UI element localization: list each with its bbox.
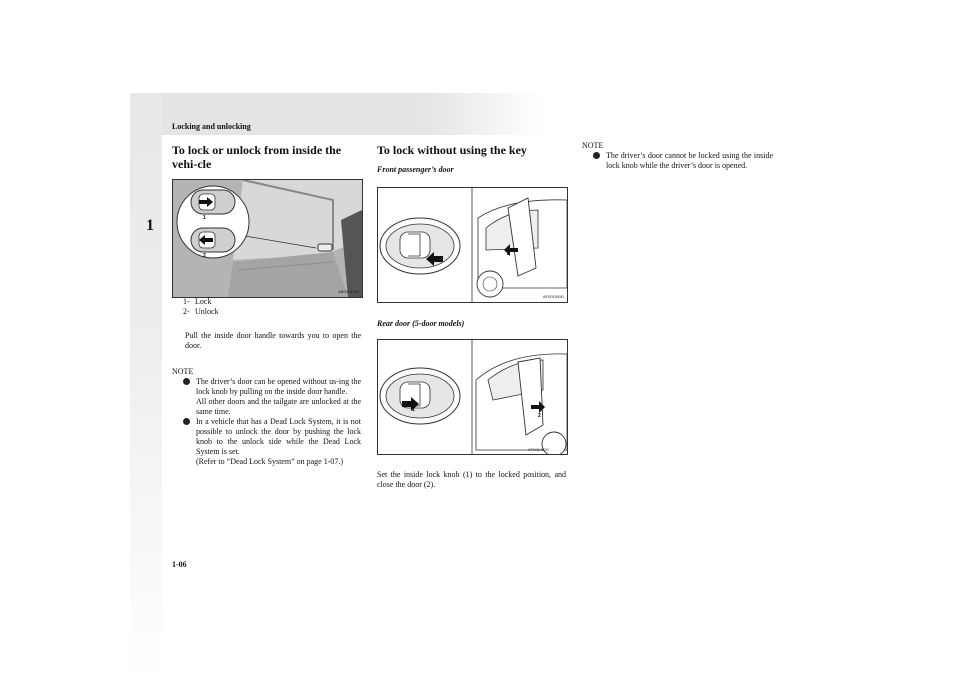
figure-legend: [183, 297, 219, 317]
left-paragraph: Pull the inside door handle towards you to open the door.: [185, 331, 361, 350]
legend-item: 2- Unlock: [183, 307, 219, 316]
note-item: In a vehicle that has a Dead Lock System, it is not possible to unlock the door by pushing the lock knob to the unlock side while the Dead Lock System is set. (Refer to “Dead Lock System” on page 1-07.): [183, 417, 361, 467]
page-number: 1-06: [172, 560, 187, 569]
note-item: The driver’s door cannot be locked using the inside lock knob while the driver’s door is opened.: [593, 151, 773, 171]
legend-item: 1- Lock: [183, 297, 212, 306]
front-subheading: Front passenger’s door: [377, 165, 454, 174]
bullet-icon: [593, 152, 600, 159]
left-heading: To lock or unlock from inside the vehi-cle: [172, 143, 342, 171]
callout-1: 1: [412, 407, 415, 413]
figure-code: AB0014290: [338, 289, 359, 294]
callout-2: 2: [507, 251, 510, 257]
bullet-icon: [183, 378, 190, 385]
callout-2: 2: [538, 413, 541, 419]
middle-paragraph: Set the inside lock knob (1) to the locked position, and close the door (2).: [377, 470, 566, 489]
middle-heading: To lock without using the key: [377, 143, 527, 157]
section-title: Locking and unlocking: [172, 122, 251, 131]
chapter-tab: [130, 93, 162, 679]
figure-code: AF0014020: [528, 447, 549, 452]
rear-subheading: Rear door (5-door models): [377, 319, 465, 328]
callout-2: 2: [203, 253, 206, 259]
chapter-number: 1: [146, 217, 154, 234]
figure-code: AF0015050: [543, 294, 564, 299]
note-label: NOTE: [172, 367, 194, 376]
rear-door-figure: [377, 339, 568, 455]
door-interior-figure: [172, 179, 363, 298]
front-door-figure: [377, 187, 568, 303]
note-list: [183, 377, 361, 467]
callout-1: 1: [428, 257, 431, 263]
note-label: NOTE: [582, 141, 604, 150]
note-item: The driver’s door can be opened without us-ing the lock knob by pulling on the inside door handle. All other doors and the tailgate are unlocked at the same time.: [183, 377, 361, 417]
callout-1: 1: [203, 215, 206, 221]
bullet-icon: [183, 418, 190, 425]
note-list: [593, 151, 773, 171]
